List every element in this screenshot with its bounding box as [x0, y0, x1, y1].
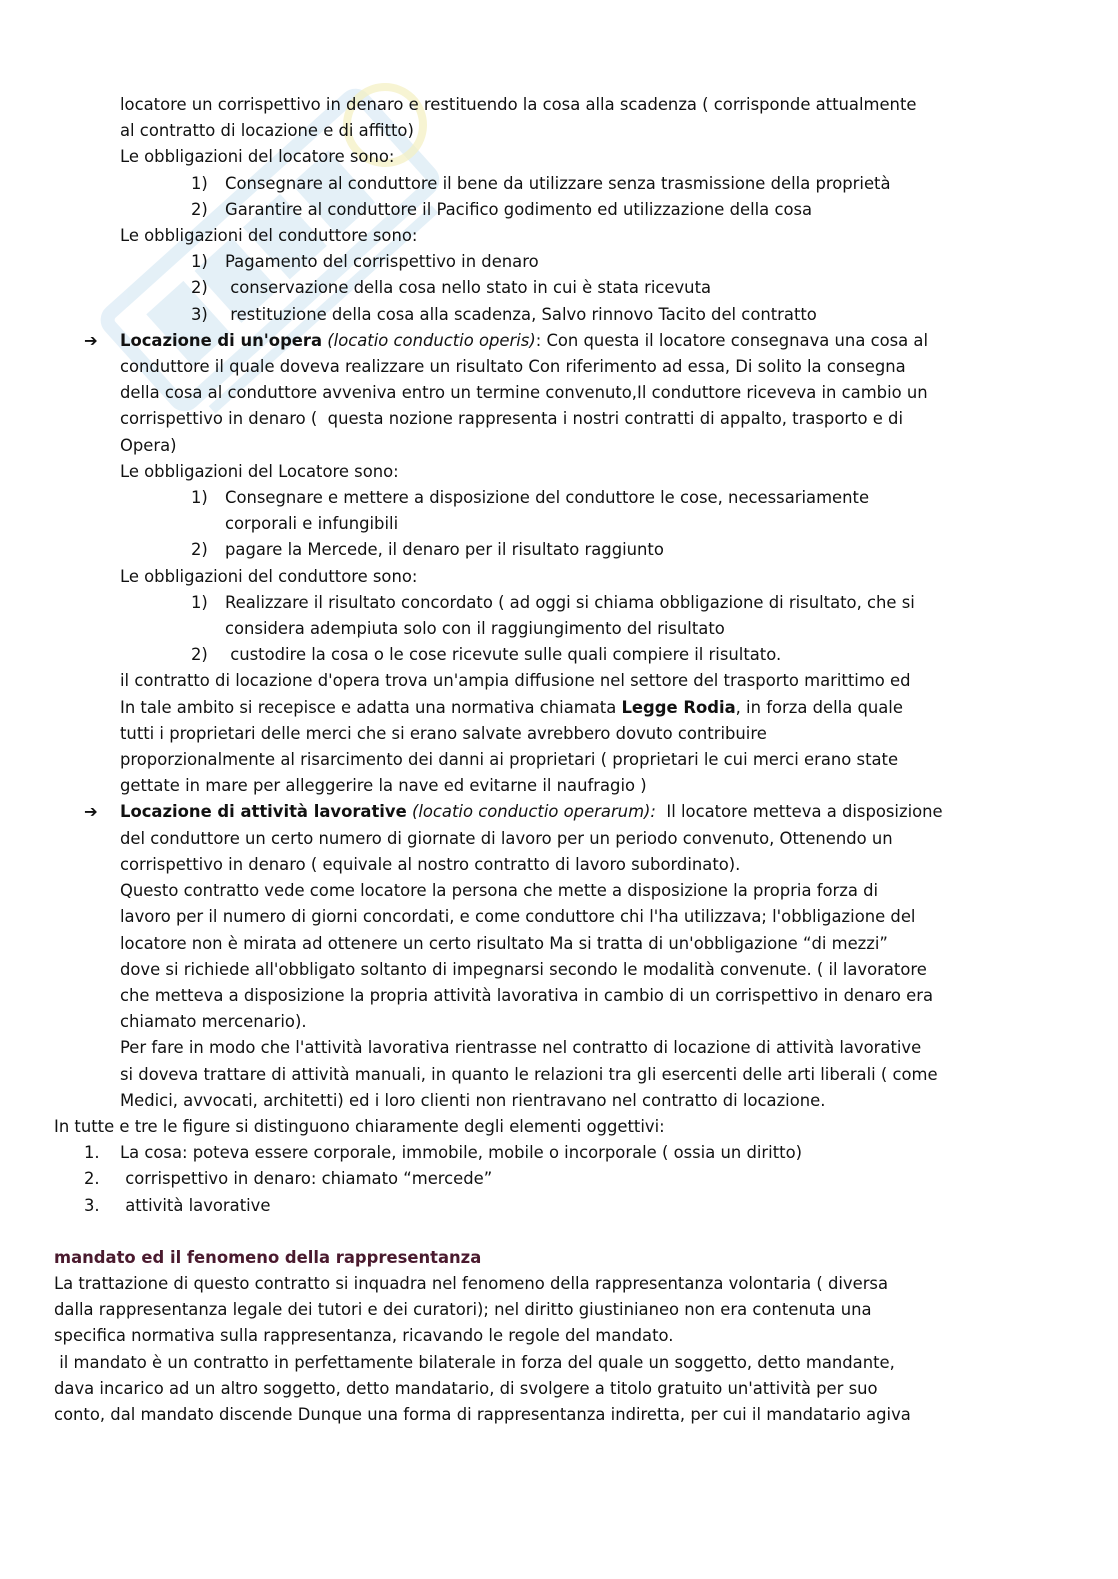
list-item: 2) custodire la cosa o le cose ricevute sulle quali compiere il risultato. — [191, 645, 782, 665]
text-line: Questo contratto vede come locatore la persona che mette a disposizione la propria forza di — [120, 881, 879, 901]
list-item: 2) conservazione della cosa nello stato in cui è stata ricevuta — [191, 278, 712, 298]
section-heading: mandato ed il fenomeno della rappresentanza — [54, 1247, 482, 1267]
text-line: della cosa al conduttore avveniva entro un termine convenuto,Il conduttore riceveva in cambio un — [120, 383, 928, 403]
text-line: corrispettivo in denaro ( equivale al nostro contratto di lavoro subordinato). — [120, 854, 741, 874]
text-line: Medici, avvocati, architetti) ed i loro clienti non rientravano nel contratto di locazione. — [120, 1090, 826, 1110]
text-line: proporzionalmente al risarcimento dei danni ai proprietari ( proprietari le cui merci erano state — [120, 750, 899, 770]
list-label: Le obbligazioni del locatore sono: — [120, 147, 395, 167]
text-line: chiamato mercenario). — [120, 1012, 307, 1032]
text-line: conduttore il quale doveva realizzare un risultato Con riferimento ad essa, Di solito la consegna — [120, 357, 906, 377]
text-line: locatore non è mirata ad ottenere un certo risultato Ma si tratta di un'obbligazione “di mezzi” — [120, 933, 888, 953]
list-label: Le obbligazioni del conduttore sono: — [120, 566, 418, 586]
list-item: 1) Pagamento del corrispettivo in denaro — [191, 252, 539, 272]
list-item: 1. La cosa: poteva essere corporale, immobile, mobile o incorporale ( ossia un diritto) — [84, 1143, 802, 1163]
text-line: dava incarico ad un altro soggetto, detto mandatario, di svolgere a titolo gratuito un'attività per suo — [54, 1378, 878, 1398]
list-label: Le obbligazioni del Locatore sono: — [120, 461, 399, 481]
text-line: specifica normativa sulla rappresentanza, ricavando le regole del mandato. — [54, 1326, 674, 1346]
text-line: lavoro per il numero di giorni concordati, e come conduttore chi l'ha utilizzava; l'obbligazione del — [120, 907, 916, 927]
list-item: 1) Consegnare e mettere a disposizione del conduttore le cose, necessariamente — [191, 488, 870, 508]
text-line: dalla rappresentanza legale dei tutori e dei curatori); nel diritto giustinianeo non era contenuta una — [54, 1300, 872, 1320]
list-item-continuation: corporali e infungibili — [225, 514, 399, 534]
arrow-icon: ➔ — [84, 802, 98, 822]
text-line: Opera) — [120, 435, 177, 455]
text-line: si doveva trattare di attività manuali, in quanto le relazioni tra gli esercenti delle arti liberali ( come — [120, 1064, 938, 1084]
bullet-locazione-opera: ➔ Locazione di un'opera (locatio conductio operis): Con questa il locatore consegnava una cosa al — [54, 328, 1054, 354]
list-item: 3) restituzione della cosa alla scadenza, Salvo rinnovo Tacito del contratto — [191, 304, 817, 324]
list-item: 2) pagare la Mercede, il denaro per il risultato raggiunto — [191, 540, 664, 560]
text-line: locatore un corrispettivo in denaro e restituendo la cosa alla scadenza ( corrisponde attualmente — [120, 95, 917, 114]
document-page — [54, 92, 1054, 1428]
text-line: tutti i proprietari delle merci che si erano salvate avrebbero dovuto contribuire — [120, 723, 767, 743]
text-line: del conduttore un certo numero di giornate di lavoro per un periodo convenuto, Ottenendo un — [120, 828, 893, 848]
text-line: che metteva a disposizione la propria attività lavorativa in cambio di un corrispettivo in denaro era — [120, 985, 934, 1005]
text-line: In tutte e tre le figure si distinguono chiaramente degli elementi oggettivi: — [54, 1116, 665, 1136]
list-item: 1) Consegnare al conduttore il bene da utilizzare senza trasmissione della proprietà — [191, 173, 891, 193]
text-line: La trattazione di questo contratto si inquadra nel fenomeno della rappresentanza volontaria ( diversa — [54, 1273, 889, 1293]
text-line: dove si richiede all'obbligato soltanto di impegnarsi secondo le modalità convenute. ( il lavoratore — [120, 959, 927, 979]
text-line: conto, dal mandato discende Dunque una forma di rappresentanza indiretta, per cui il mandatario agiva — [54, 1404, 911, 1424]
list-item: 2) Garantire al conduttore il Pacifico godimento ed utilizzazione della cosa — [191, 199, 813, 219]
list-item-continuation: considera adempiuta solo con il raggiungimento del risultato — [225, 619, 725, 639]
text-line: In tale ambito si recepisce e adatta una normativa chiamata Legge Rodia, in forza della quale — [120, 697, 903, 717]
list-item: 3. attività lavorative — [84, 1195, 271, 1215]
list-item: 2. corrispettivo in denaro: chiamato “mercede” — [84, 1169, 493, 1189]
text-line: corrispettivo in denaro ( questa nozione rappresenta i nostri contratti di appalto, trasporto e di — [120, 409, 904, 429]
list-item: 1) Realizzare il risultato concordato ( ad oggi si chiama obbligazione di risultato, che si — [191, 592, 915, 612]
text-line: al contratto di locazione e di affitto) — [120, 121, 414, 141]
text-line: il contratto di locazione d'opera trova un'ampia diffusione nel settore del trasporto marittimo ed — [120, 671, 911, 691]
text-line: Per fare in modo che l'attività lavorativa rientrasse nel contratto di locazione di attività lavorative — [120, 1038, 922, 1058]
bullet-locazione-attivita: ➔ Locazione di attività lavorative (locatio conductio operarum): Il locatore metteva a disposizione — [54, 799, 1054, 825]
arrow-icon: ➔ — [84, 330, 98, 350]
text-line: gettate in mare per alleggerire la nave ed evitarne il naufragio ) — [120, 776, 647, 796]
text-line: il mandato è un contratto in perfettamente bilaterale in forza del quale un soggetto, detto mandante, — [54, 1352, 895, 1372]
list-label: Le obbligazioni del conduttore sono: — [120, 226, 418, 246]
